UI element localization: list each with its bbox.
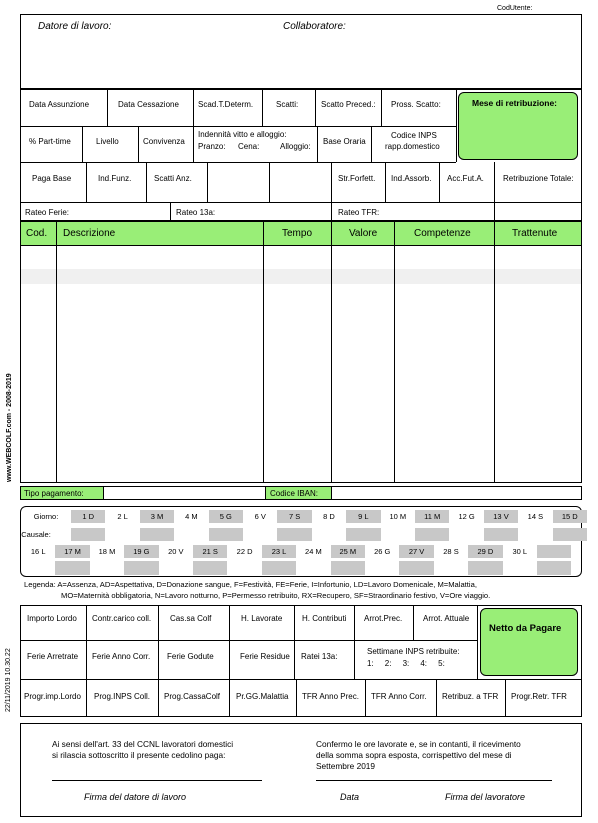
col-descrizione-header: Descrizione (63, 228, 116, 239)
ind-assorb-label: Ind.Assorb. (391, 174, 432, 183)
table-gray-band (21, 269, 581, 284)
footer-left-line2: si rilascia sottoscritto il presente cedolino paga: (52, 750, 226, 760)
calendar-day: 27 V (399, 545, 433, 558)
netto-pagare-box (480, 608, 578, 676)
calendar-causale-cell[interactable] (312, 528, 346, 541)
calendar-causale-cell[interactable] (105, 528, 139, 541)
calendar-day: 28 S (443, 547, 459, 556)
h-lavorate-label: H. Lavorate (241, 614, 283, 623)
tfr-anno-corr-label: TFR Anno Corr. (371, 692, 427, 701)
convivenza-label: Convivenza (143, 137, 185, 146)
calendar-day: 30 L (512, 547, 528, 556)
calendar-causale-cell[interactable] (399, 561, 433, 575)
cod-utente-label: CodUtente: (497, 5, 533, 12)
calendar-causale-cell[interactable] (209, 528, 243, 541)
col-cod-header: Cod. (26, 228, 48, 239)
ferie-godute-label: Ferie Godute (167, 652, 214, 661)
scad-determ-label: Scad.T.Determ. (198, 100, 254, 109)
calendar-day: 14 S (527, 512, 544, 521)
importo-lordo-label: Importo Lordo (27, 614, 77, 623)
tfr-anno-prec-label: TFR Anno Prec. (302, 692, 359, 701)
arrot-attuale-label: Arrot. Attuale (423, 614, 470, 623)
calendar-day: 26 G (374, 547, 391, 556)
calendar-causale-cell[interactable] (381, 528, 415, 541)
arrot-prec-label: Arrot.Prec. (364, 614, 403, 623)
calendar-day: 13 V (484, 510, 518, 523)
footer-right-line3: Settembre 2019 (316, 761, 376, 771)
calendar-day: 3 M (140, 510, 174, 523)
col-valore-header: Valore (349, 228, 378, 239)
scatti-anz-label: Scatti Anz. (154, 174, 192, 183)
calendar-causale-cell[interactable] (468, 561, 502, 575)
ferie-residue-label: Ferie Residue (240, 652, 290, 661)
calendar-causale-cell[interactable] (140, 528, 174, 541)
calendar-day: 29 D (468, 545, 502, 558)
tipo-pagamento-label: Tipo pagamento: (24, 489, 84, 498)
calendar-day: 20 V (168, 547, 184, 556)
rateo-tfr-label: Rateo TFR: (338, 208, 380, 217)
col-competenze-header: Competenze (414, 228, 471, 239)
main-table (20, 221, 582, 483)
calendar-day (537, 545, 571, 558)
calendar-causale-cell[interactable] (503, 561, 537, 575)
calendar-day: 6 V (254, 512, 266, 521)
calendar-causale-cell[interactable] (21, 561, 55, 575)
footer-right-line2: della somma sopra esposta, corrispettivo del mese di (316, 750, 512, 760)
str-forfett-label: Str.Forfett. (338, 174, 376, 183)
calendar-causale-cell[interactable] (159, 561, 193, 575)
calendar-day: 9 L (346, 510, 380, 523)
calendar-causale-cell[interactable] (277, 528, 311, 541)
calendar-causale-cell[interactable] (262, 561, 296, 575)
cassa-colf-label: Cas.sa Colf (170, 614, 212, 623)
prog-cassacolf-label: Prog.CassaColf (164, 692, 221, 701)
rateo-13a-label: Rateo 13a: (176, 208, 216, 217)
calendar-day: 2 L (117, 512, 128, 521)
progr-retr-tfr-label: Progr.Retr. TFR (511, 692, 567, 701)
calendar-causale-cell[interactable] (415, 528, 449, 541)
mese-retribuzione-label: Mese di retribuzione: (472, 98, 558, 108)
progr-imp-lordo-label: Progr.imp.Lordo (24, 692, 81, 701)
calendar-causale-cell[interactable] (243, 528, 277, 541)
calendar-causale-cell[interactable] (518, 528, 552, 541)
indennita-label: Indennità vitto e alloggio: (198, 130, 287, 139)
netto-pagare-label: Netto da Pagare (489, 623, 562, 634)
data-assunzione-label: Data Assunzione (29, 100, 90, 109)
calendar-causale-cell[interactable] (449, 528, 483, 541)
calendar-day: 15 D (553, 510, 587, 523)
codice-iban-label: Codice IBAN: (270, 489, 319, 498)
pranzo-label: Pranzo: (198, 142, 226, 151)
calendar-day: 17 M (55, 545, 89, 558)
alloggio-label: Alloggio: (280, 142, 311, 151)
calendar-day: 11 M (415, 510, 449, 523)
footer-left-line1: Ai sensi dell'art. 33 del CCNL lavoratori domestici (52, 739, 234, 749)
part-time-label: % Part-time (29, 137, 71, 146)
col-trattenute-header: Trattenute (512, 228, 558, 239)
data-label: Data (340, 792, 360, 802)
settimane-nums: 1: 2: 3: 4: 5: (367, 659, 445, 668)
collaboratore-label: Collaboratore: (283, 21, 346, 32)
giorno-label: Giorno: (33, 512, 59, 521)
ind-funz-label: Ind.Funz. (98, 174, 132, 183)
retribuzione-totale-label: Retribuzione Totale: (503, 174, 574, 183)
calendar-day: 19 G (124, 545, 158, 558)
calendar-day: 21 S (193, 545, 227, 558)
paga-base-label: Paga Base (32, 174, 72, 183)
calendar-day: 5 G (209, 510, 243, 523)
calendar-day: 7 S (277, 510, 311, 523)
codice-inps-label: Codice INPS (391, 131, 437, 140)
ferie-anno-corr-label: Ferie Anno Corr. (92, 652, 151, 661)
rapp-domestico-label: rapp.domestico (385, 142, 440, 151)
retribuz-tfr-label: Retribuz. a TFR (442, 692, 499, 701)
ratei-13a-label: Ratei 13a: (301, 652, 338, 661)
calendar-causale-cell[interactable] (296, 561, 330, 575)
calendar-causale-cell[interactable] (537, 561, 571, 575)
signature-line-left (52, 780, 262, 781)
calendar-causale-cell[interactable] (193, 561, 227, 575)
calendar-day: 8 D (323, 512, 335, 521)
base-oraria-label: Base Oraria (323, 137, 366, 146)
datore-label: Datore di lavoro: (38, 21, 112, 32)
livello-label: Livello (96, 137, 119, 146)
calendar-causale-cell[interactable] (174, 528, 208, 541)
calendar-day: 16 L (30, 547, 46, 556)
scatto-preced-label: Scatto Preced.: (321, 100, 376, 109)
scatti-label: Scatti: (276, 100, 299, 109)
calendar-day: 10 M (389, 512, 407, 521)
causale-label: Causale: (21, 530, 51, 539)
calendar-causale-cell[interactable] (90, 561, 124, 575)
pr-gg-malattia-label: Pr.GG.Malattia (236, 692, 289, 701)
calendar-causale-cell[interactable] (55, 561, 89, 575)
footer-box (20, 723, 582, 817)
calendar-causale-cell[interactable] (553, 528, 587, 541)
calendar-day: 12 G (458, 512, 475, 521)
col-tempo-header: Tempo (282, 228, 313, 239)
calendar-day: 22 D (236, 547, 253, 556)
rateo-ferie-label: Rateo Ferie: (25, 208, 70, 217)
calendar-causale-cell[interactable] (331, 561, 365, 575)
prog-inps-coll-label: Prog.INPS Coll. (94, 692, 151, 701)
legenda-line2: MO=Maternità obbligatoria, N=Lavoro notturno, P=Permesso retribuito, RX=Recupero, SF=Straordinario festivo, V=Ore viaggio. (61, 591, 491, 600)
footer-right-line1: Confermo le ore lavorate e, se in contanti, il ricevimento (316, 739, 521, 749)
calendar-day: 25 M (331, 545, 365, 558)
calendar-causale-cell[interactable] (71, 528, 105, 541)
calendar-causale-cell[interactable] (434, 561, 468, 575)
calendar-day: 4 M (185, 512, 198, 521)
firma-lavoratore-label: Firma del lavoratore (445, 792, 526, 802)
calendar-causale-cell[interactable] (484, 528, 518, 541)
signature-line-right (316, 780, 552, 781)
calendar-day: 18 M (98, 547, 116, 556)
contr-carico-coll-label: Contr.carico coll. (92, 614, 152, 623)
acc-fut-label: Acc.Fut.A. (447, 174, 484, 183)
data-cessazione-label: Data Cessazione (118, 100, 179, 109)
calendar-causale-cell[interactable] (346, 528, 380, 541)
webcolf-side-text: www.WEBCOLF.com - 2008-2019 (6, 373, 13, 482)
settimane-inps-label: Settimane INPS retribuite: (367, 647, 460, 656)
legenda-line1: Legenda: A=Assenza, AD=Aspettativa, D=Donazione sangue, F=Festività, FE=Ferie, I=Infortunio, LD=Lavoro Domenicale, M=Malattia, (24, 580, 477, 589)
pross-scatto-label: Pross. Scatto: (391, 100, 441, 109)
calendar-day: 23 L (262, 545, 296, 558)
calendar-day: 24 M (305, 547, 322, 556)
timestamp-side-text: 22/11/2019 10.30.22 (5, 648, 12, 712)
calendar-causale-cell[interactable] (365, 561, 399, 575)
h-contributi-label: H. Contributi (302, 614, 347, 623)
calendar-causale-cell[interactable] (227, 561, 261, 575)
calendar-causale-cell[interactable] (124, 561, 158, 575)
ferie-arretrate-label: Ferie Arretrate (27, 652, 79, 661)
calendar-day: 1 D (71, 510, 105, 523)
firma-datore-label: Firma del datore di lavoro (84, 792, 187, 802)
cena-label: Cena: (238, 142, 260, 151)
